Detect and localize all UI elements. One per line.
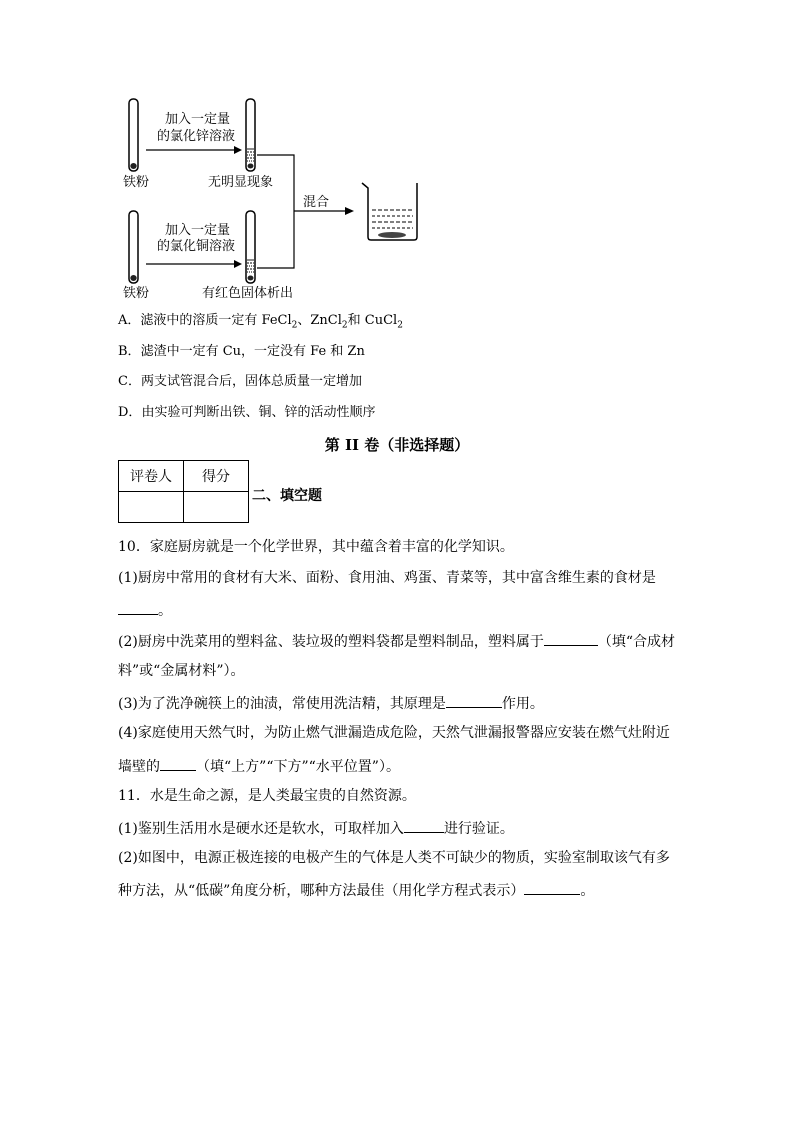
bottom-left-test-tube	[129, 211, 138, 283]
score-table-score-cell	[184, 492, 249, 523]
section-title: 第 II 卷（非选择题）	[324, 436, 470, 454]
answer-blank-10-2[interactable]	[544, 631, 598, 646]
option-b: B．滤渣中一定有 Cu，一定没有 Fe 和 Zn	[118, 344, 365, 359]
top-left-test-tube	[129, 99, 138, 171]
experiment-diagram	[0, 0, 794, 310]
option-c: C．两支试管混合后，固体总质量一定增加	[118, 374, 362, 389]
top-right-tube-label: 无明显现象	[208, 175, 274, 190]
bottom-left-tube-label: 铁粉	[123, 286, 150, 301]
score-table	[118, 460, 249, 523]
answer-blank-11-2[interactable]	[524, 880, 580, 895]
option-d: D．由实验可判断出铁、铜、锌的活动性顺序	[118, 405, 376, 420]
question-11-stem: 11．水是生命之源，是人类最宝贵的自然资源。	[118, 788, 416, 804]
option-a: A．滤液中的溶质一定有 FeCl$_2$、ZnCl$_2$和 CuCl$_2$	[118, 313, 403, 331]
score-table-score-header: 得分	[184, 461, 249, 492]
top-reagent-arrow	[146, 146, 242, 154]
question-11-2-line1: (2)如图中，电源正极连接的电极产生的气体是人类不可缺少的物质，实验室制取该气有多	[118, 850, 670, 866]
score-table-grader-header: 评卷人	[119, 461, 184, 492]
mix-connector	[257, 155, 354, 268]
answer-blank-10-3[interactable]	[446, 693, 502, 708]
answer-blank-10-4[interactable]	[160, 756, 196, 771]
mix-label: 混合	[303, 195, 330, 210]
section-heading: 二、填空题	[252, 488, 322, 504]
top-left-tube-label: 铁粉	[123, 175, 150, 190]
question-10-4-line2: 墙壁的 （填“上方”“下方”“水平位置”）。	[118, 756, 400, 776]
bottom-right-tube-label: 有红色固体析出	[202, 286, 294, 301]
bottom-reagent-label-1: 加入一定量	[165, 223, 231, 238]
bottom-reagent-arrow	[146, 260, 242, 268]
question-10-stem: 10．家庭厨房就是一个化学世界，其中蕴含着丰富的化学知识。	[118, 539, 514, 555]
top-reagent-label-2: 的氯化锌溶液	[157, 129, 236, 144]
question-11-2-line2: 种方法，从“低碳”角度分析，哪种方法最佳（用化学方程式表示） 。	[118, 880, 594, 900]
question-10-1-line2: 。	[118, 600, 172, 620]
beaker	[362, 183, 417, 240]
score-table-grader-cell	[119, 492, 184, 523]
top-right-test-tube	[246, 99, 255, 171]
question-10-4-line1: (4)家庭使用天然气时，为防止燃气泄漏造成危险，天然气泄漏报警器应安装在燃气灶附近	[118, 725, 670, 741]
question-10-2-line2: 料”或“金属材料”）。	[118, 663, 245, 679]
top-reagent-label-1: 加入一定量	[165, 112, 231, 127]
bottom-reagent-label-2: 的氯化铜溶液	[157, 239, 236, 254]
question-10-1-line1: (1)厨房中常用的食材有大米、面粉、食用油、鸡蛋、青菜等，其中富含维生素的食材是	[118, 570, 656, 586]
answer-blank-11-1[interactable]	[404, 818, 444, 833]
answer-blank-10-1[interactable]	[118, 600, 158, 615]
bottom-right-test-tube	[246, 211, 255, 283]
question-10-2-line1: (2)厨房中洗菜用的塑料盆、装垃圾的塑料袋都是塑料制品，塑料属于 （填“合成材	[118, 631, 675, 651]
question-10-3: (3)为了洗净碗筷上的油渍，常使用洗洁精，其原理是 作用。	[118, 693, 544, 713]
question-11-1: (1)鉴别生活用水是硬水还是软水，可取样加入 进行验证。	[118, 818, 514, 838]
